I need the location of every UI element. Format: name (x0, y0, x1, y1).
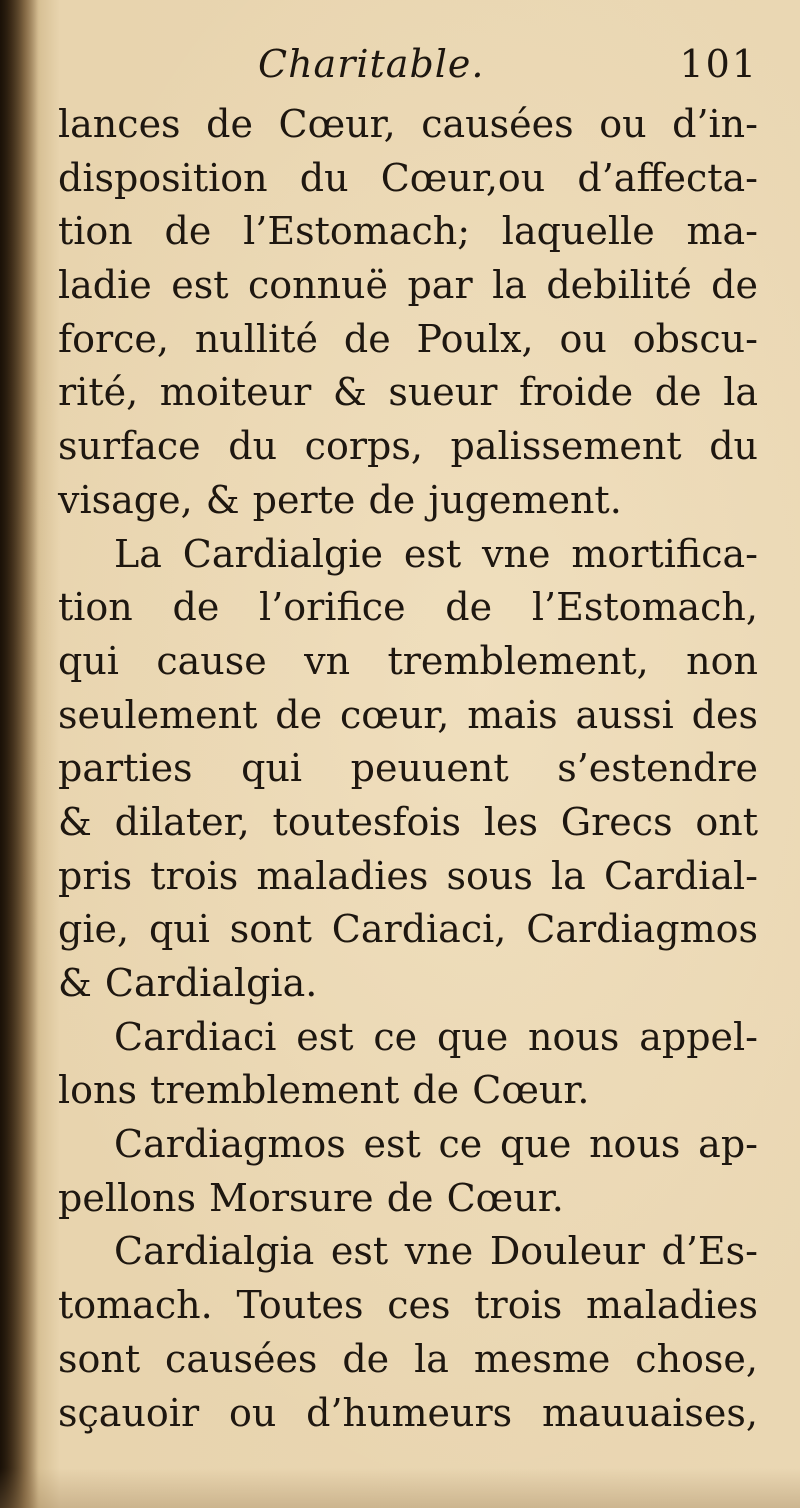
text-line: Cardialgia est vne Douleur d’Es- (114, 1229, 758, 1274)
text-line: tomach. Toutes ces trois maladies (58, 1283, 758, 1328)
text-line: lons tremblement de Cœur. (58, 1068, 590, 1113)
text-line: rité, moiteur & sueur froide de la (58, 370, 758, 415)
text-line: disposition du Cœur,ou d’affecta- (58, 155, 758, 200)
text-line: ladie est connuë par la debilité de (58, 263, 758, 308)
text-line: gie, qui sont Cardiaci, Cardiagmos (58, 907, 758, 952)
text-line: sont causées de la mesme chose, (58, 1336, 758, 1381)
text-line: Cardiagmos est ce que nous ap- (114, 1122, 758, 1167)
text-line: qui cause vn tremblement, non (58, 638, 758, 683)
page-number: 101 (679, 42, 758, 86)
text-line: visage, & perte de jugement. (58, 477, 622, 522)
page-edge (0, 1468, 800, 1508)
text-line: La Cardialgie est vne mortifica- (114, 531, 758, 576)
text-line: surface du corps, palissement du (58, 424, 758, 469)
text-line: force, nullité de Poulx, ou obscu- (58, 316, 758, 361)
body-text (58, 98, 758, 1440)
text-line: parties qui peuuent s’estendre (58, 746, 758, 791)
text-line: & dilater, toutesfois les Grecs ont (58, 799, 758, 844)
text-line: pellons Morsure de Cœur. (58, 1175, 564, 1220)
text-line: & Cardialgia. (58, 961, 318, 1005)
gutter-shadow (0, 0, 38, 1508)
text-line: lances de Cœur, causées ou d’in- (58, 102, 758, 146)
text-line: Cardiaci est ce que nous appel- (114, 1014, 758, 1059)
text-line: tion de l’orifice de l’Estomach, (58, 585, 758, 630)
running-title: Charitable. (258, 42, 485, 86)
text-line: sçauoir ou d’humeurs mauuaises, (58, 1390, 758, 1435)
text-line: seulement de cœur, mais aussi des (58, 692, 758, 737)
running-head (60, 42, 760, 98)
text-line: tion de l’Estomach; laquelle ma- (58, 209, 758, 254)
text-line: pris trois maladies sous la Cardial- (58, 853, 758, 898)
